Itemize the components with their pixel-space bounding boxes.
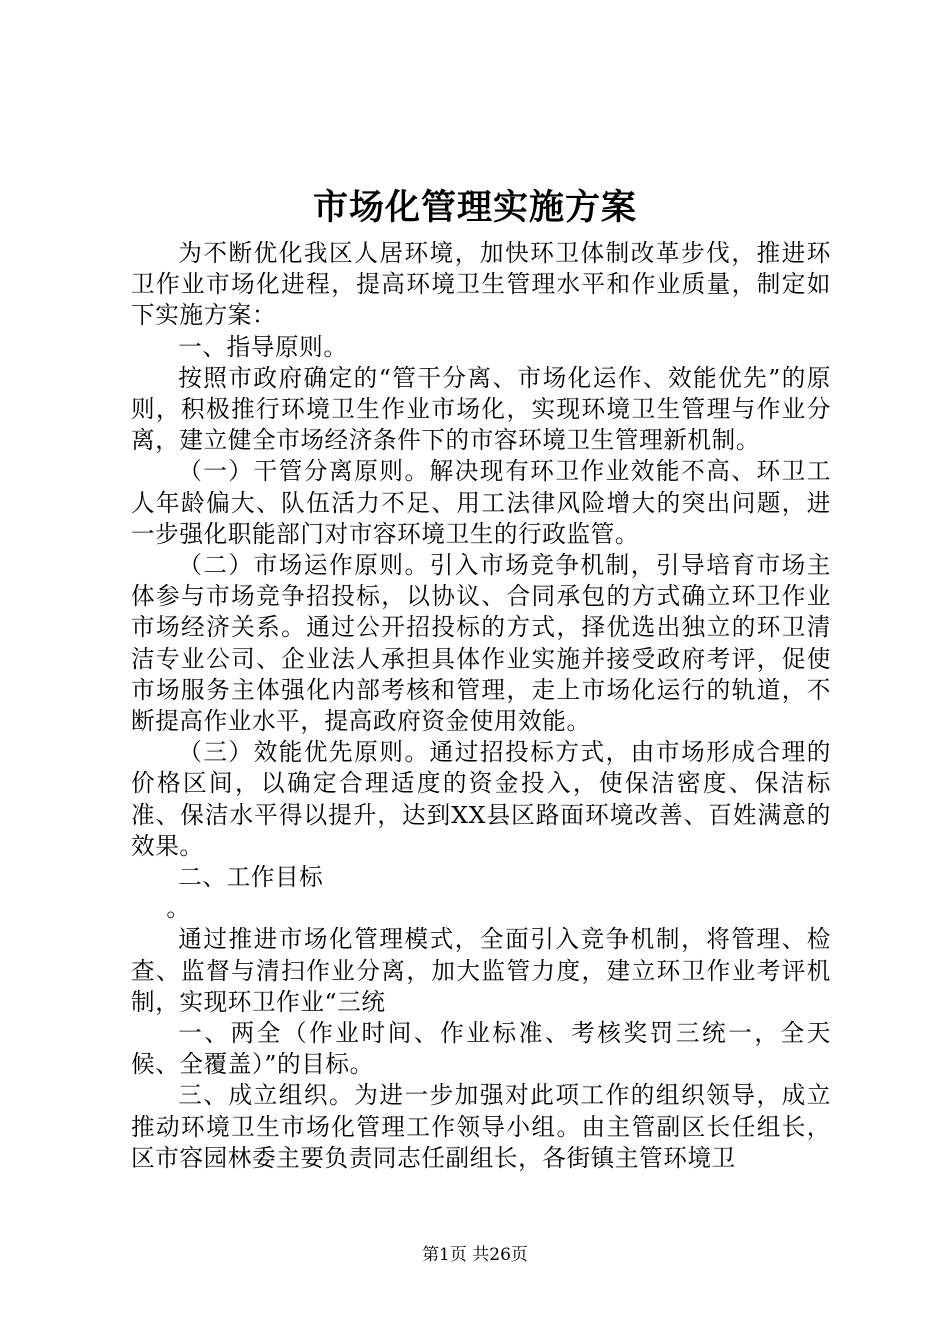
organization-paragraph: 三、成立组织。为进一步加强对此项工作的组织领导，成立推动环境卫生市场化管理工作领导小组。由主管副区长任组长，区市容园林委主要负责同志任副组长，各街镇主管环境卫 <box>131 1081 831 1172</box>
page-number-footer: 第1页 共26页 <box>422 1245 528 1265</box>
goals-continuation-paragraph: 一、两全（作业时间、作业标准、考核奖罚三统一，全天候、全覆盖）”的目标。 <box>131 1019 831 1079</box>
stray-period-line: 。 <box>166 894 191 923</box>
principle-3-paragraph: （三）效能优先原则。通过招投标方式，由市场形成合理的价格区间，以确定合理适度的资金投入，使保洁密度、保洁标准、保洁水平得以提升，达到XX县区路面环境改善、百姓满意的效果。 <box>131 738 831 860</box>
principle-1-paragraph: （一）干管分离原则。解决现有环卫作业效能不高、环卫工人年龄偏大、队伍活力不足、用工法律风险增大的突出问题，进一步强化职能部门对市容环境卫生的行政监管。 <box>131 457 831 548</box>
section-heading-guiding-principles: 一、指导原则。 <box>178 332 348 361</box>
document-body <box>131 238 831 1174</box>
intro-paragraph: 为不断优化我区人居环境，加快环卫体制改革步伐，推进环卫作业市场化进程，提高环境卫生管理水平和作业质量，制定如下实施方案： <box>131 239 831 330</box>
document-title: 市场化管理实施方案 <box>312 187 637 228</box>
principle-2-paragraph: （二）市场运作原则。引入市场竞争机制，引导培育市场主体参与市场竞争招投标，以协议、合同承包的方式确立环卫作业市场经济关系。通过公开招投标的方式，择优选出独立的环卫清洁专业公司、企业法人承担具体作业实施并接受政府考评，促使市场服务主体强化内部考核和管理，走上市场化运行的轨道，不断提高作业水平，提高政府资金使用效能。 <box>131 551 831 736</box>
section-heading-work-goals: 二、工作目标 <box>178 863 324 892</box>
principles-paragraph: 按照市政府确定的“管干分离、市场化运作、效能优先”的原则，积极推行环境卫生作业市场化，实现环境卫生管理与作业分离，建立健全市场经济条件下的市容环境卫生管理新机制。 <box>131 363 831 455</box>
goals-paragraph: 通过推进市场化管理模式，全面引入竞争机制，将管理、检查、监督与清扫作业分离，加大监管力度，建立环卫作业考评机制，实现环卫作业“三统 <box>131 925 831 1016</box>
